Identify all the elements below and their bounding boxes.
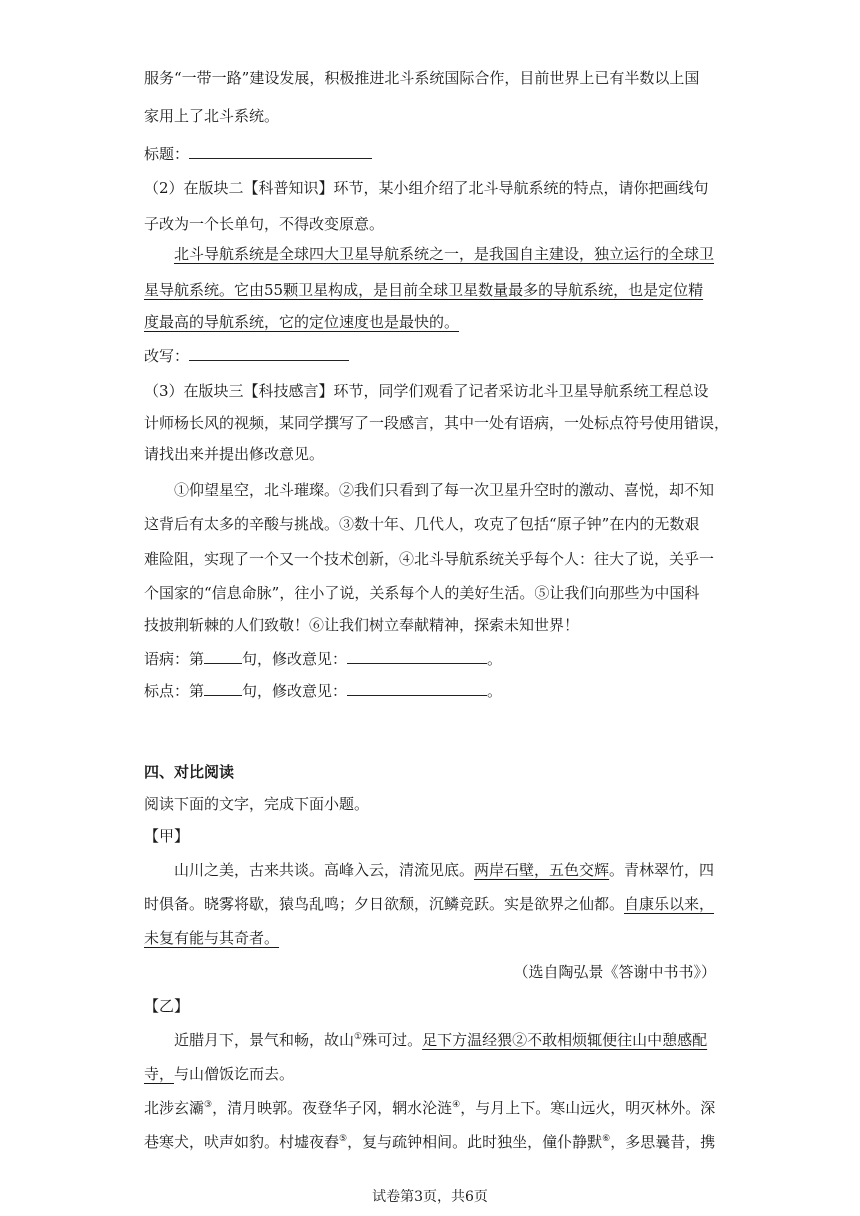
underlined-span: 寺， — [144, 1065, 175, 1083]
underlined-passage-line: 度最高的导航系统，它的定位速度也是最快的。 — [144, 313, 460, 331]
question-3-line: 请找出来并提出修改意见。 — [144, 445, 325, 463]
text-span: 时俱备。晓雾将歇，猿鸟乱鸣；夕日欲颓，沉鳞竞跃。实是欲界之仙都。 — [144, 895, 625, 913]
passage-jia-label: 【甲】 — [144, 827, 190, 845]
text-span: ，复与疏钟相间。此时独坐，僮仆静默 — [347, 1133, 603, 1151]
section-intro: 阅读下面的文字，完成下面小题。 — [144, 795, 370, 813]
text-line: 家用上了北斗系统。 — [144, 107, 280, 125]
underlined-passage-line: 北斗导航系统是全球四大卫星导航系统之一，是我国自主建设，独立运行的全球卫 — [174, 245, 715, 263]
text-span: 近腊月下，景气和畅，故山 — [174, 1031, 355, 1049]
title-answer-line — [144, 143, 372, 165]
grammar-answer-line — [144, 648, 502, 670]
text-span: 山川之美，古来共谈。高峰入云，清流见底。 — [174, 861, 475, 879]
text-span: ，多思曩昔，携 — [610, 1133, 716, 1151]
passage-line: ①仰望星空，北斗璀璨。②我们只看到了每一次卫星升空时的激动、喜悦，却不知 — [174, 481, 715, 499]
passage-jia-source: （选自陶弘景《答谢中书书》） — [513, 963, 716, 981]
title-label: 标题： — [144, 145, 190, 163]
text-span: 。青林翠竹，四 — [609, 861, 715, 879]
passage-jia-line — [144, 927, 279, 949]
text-span: ，清月映郭。夜登华子冈，辋水沦涟 — [212, 1099, 453, 1117]
grammar-label: 语病：第 — [144, 650, 205, 668]
footnote-mark: ③ — [204, 1100, 213, 1110]
rewrite-answer-line — [144, 345, 349, 367]
passage-yi-line — [144, 1063, 294, 1085]
underlined-span: 自康乐以来， — [624, 895, 715, 913]
period: 。 — [487, 650, 503, 668]
punctuation-suggestion-blank[interactable] — [347, 681, 487, 696]
grammar-suggestion-blank[interactable] — [347, 649, 487, 664]
underlined-span: 未复有能与其奇者。 — [144, 929, 280, 947]
question-2-line: （2）在版块二【科普知识】环节，某小组介绍了北斗导航系统的特点，请你把画线句 — [144, 179, 709, 197]
text-span: 殊可过。 — [362, 1031, 423, 1049]
punctuation-suggestion-label: 句，修改意见： — [242, 682, 348, 700]
rewrite-label: 改写： — [144, 347, 190, 365]
passage-yi-line — [144, 1131, 715, 1153]
underlined-passage-line: 星导航系统。它由55颗卫星构成，是目前全球卫星数量最多的导航系统，也是定位精 — [144, 281, 704, 299]
footnote-mark: ⑤ — [339, 1134, 348, 1144]
underlined-span: 两岸石壁，五色交辉 — [474, 861, 610, 879]
text-span: ，与月上下。寒山远火，明灭林外。深 — [460, 1099, 716, 1117]
question-2-line: 子改为一个长单句，不得改变原意。 — [144, 215, 385, 233]
grammar-sentence-blank[interactable] — [204, 649, 242, 664]
passage-yi-line — [144, 1097, 715, 1119]
footnote-mark: ⑥ — [602, 1134, 611, 1144]
question-3-line: （3）在版块三【科技感言】环节，同学们观看了记者采访北斗卫星导航系统工程总设 — [144, 382, 709, 400]
footnote-mark: ① — [354, 1032, 363, 1042]
question-3-line: 计师杨长风的视频，某同学撰写了一段感言，其中一处有语病，一处标点符号使用错误， — [144, 414, 730, 432]
underlined-span: 足下方温经猥②不敢相烦辄便往山中憩感配 — [422, 1031, 708, 1049]
passage-jia-line — [174, 859, 714, 881]
grammar-suggestion-label: 句，修改意见： — [242, 650, 348, 668]
punctuation-sentence-blank[interactable] — [204, 681, 242, 696]
passage-jia-line — [144, 893, 714, 915]
passage-line: 难险阻，实现了一个又一个技术创新，④北斗导航系统关乎每个人：往大了说，关乎一 — [144, 550, 715, 568]
passage-line: 技披荆斩棘的人们致敬！⑥让我们树立奉献精神，探索未知世界！ — [144, 616, 580, 634]
text-span: 与山僧饭讫而去。 — [174, 1065, 295, 1083]
passage-line: 个国家的“信息命脉”，往小了说，关系每个人的美好生活。⑤让我们向那些为中国科 — [144, 584, 700, 602]
passage-line: 这背后有太多的辛酸与挑战。③数十年、几代人，攻克了包括“原子钟”在内的无数艰 — [144, 515, 700, 533]
passage-yi-label: 【乙】 — [144, 997, 190, 1015]
punctuation-answer-line — [144, 680, 502, 702]
rewrite-blank[interactable] — [189, 346, 349, 361]
page-footer: 试卷第3页，共6页 — [372, 1189, 488, 1205]
period: 。 — [487, 682, 503, 700]
footnote-mark: ④ — [452, 1100, 461, 1110]
title-blank[interactable] — [189, 144, 372, 159]
text-line: 服务“一带一路”建设发展，积极推进北斗系统国际合作，目前世界上已有半数以上国 — [144, 69, 700, 87]
section-heading: 四、对比阅读 — [144, 763, 235, 781]
text-span: 北涉玄灞 — [144, 1099, 205, 1117]
punctuation-label: 标点：第 — [144, 682, 205, 700]
passage-yi-line — [174, 1029, 707, 1051]
text-span: 巷寒犬，吠声如豹。村墟夜舂 — [144, 1133, 340, 1151]
